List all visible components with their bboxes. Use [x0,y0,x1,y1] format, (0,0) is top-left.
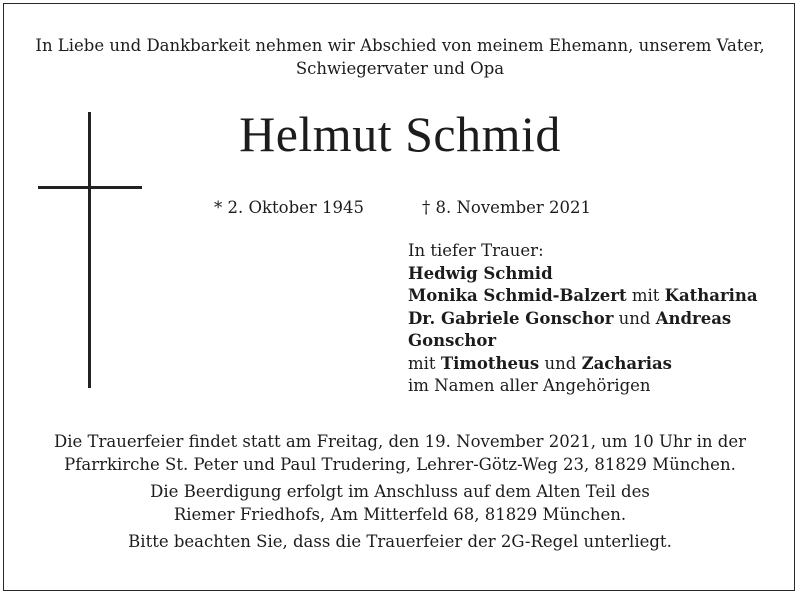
mourner-name: Hedwig Schmid [408,263,553,283]
regulation-note: Bitte beachten Sie, dass die Trauerfeier der 2G-Regel unterliegt. [128,532,672,551]
burial-line-1: Die Beerdigung erfolgt im Anschluss auf dem Alten Teil des [150,482,650,501]
mourner-name: Timotheus [440,353,540,373]
mourners-block [408,240,758,398]
intro-text [0,34,800,80]
connector-word: und [544,353,577,373]
mourners-closing: im Namen aller Angehörigen [408,376,651,395]
mourner-name: Gonschor [408,331,497,350]
mourner-line [408,263,758,286]
burial-line-2: Riemer Friedhofs, Am Mitterfeld 68, 81829 München. [173,505,627,524]
burial-info [0,480,800,526]
mourner-name: Monika Schmid-Balzert [408,286,627,305]
connector-word: und [618,308,651,328]
mourner-name: Katharina [664,286,758,305]
mourner-line [408,330,758,353]
mourner-line [408,308,758,331]
death-date: † 8. November 2021 [422,198,592,217]
mourner-name: Dr. Gabriele Gonschor [408,308,614,328]
intro-line-2: Schwiegervater und Opa [295,59,505,78]
ceremony-info [0,430,800,476]
deceased-name: Helmut Schmid [239,106,561,162]
mourner-line [408,285,758,308]
mourner-line [408,353,758,376]
ceremony-line-2: Pfarrkirche St. Peter und Paul Trudering, Lehrer-Götz-Weg 23, 81829 München. [64,455,736,474]
intro-line-1: In Liebe und Dankbarkeit nehmen wir Abschied von meinem Ehemann, unserem Vater, [35,36,765,55]
connector-word: mit [408,353,436,373]
connector-word: mit [631,286,660,305]
ceremony-line-1: Die Trauerfeier findet statt am Freitag, den 19. November 2021, um 10 Uhr in der [54,432,746,451]
cross-vertical-bar [88,112,91,388]
birth-date: * 2. Oktober 1945 [214,198,365,217]
mourner-name: Zacharias [581,353,672,373]
cross-horizontal-bar [38,186,142,189]
mourner-name: Andreas [655,308,732,328]
mourners-heading: In tiefer Trauer: [408,241,544,260]
